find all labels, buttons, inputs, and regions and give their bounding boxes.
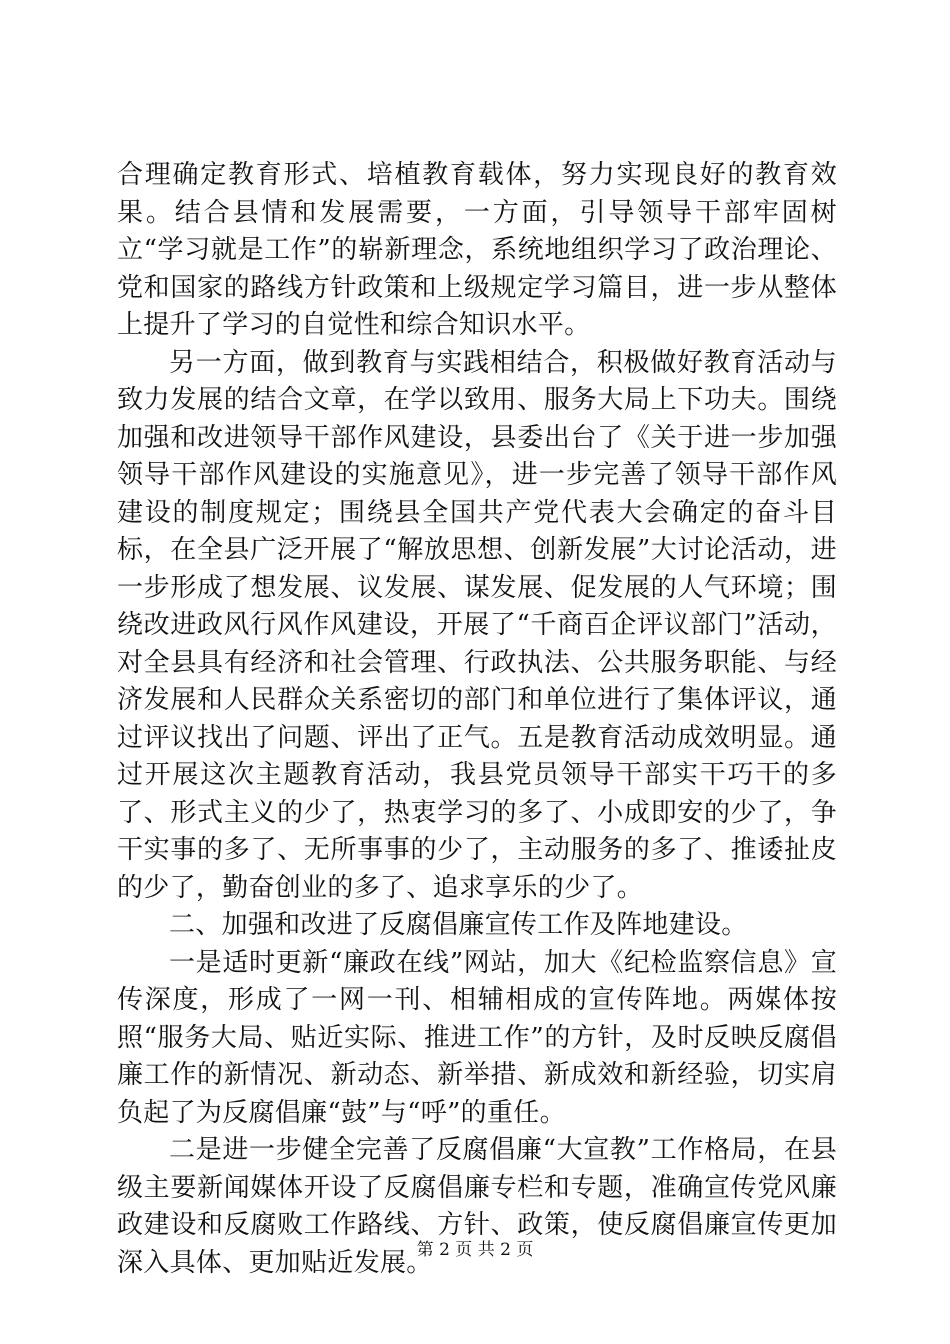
paragraph-publicity-pattern: 二是进一步健全完善了反腐倡廉“大宣教”工作格局，在县级主要新闻媒体开设了反腐倡廉专栏和专题，准确宣传党风廉政建设和反腐败工作路线、方针、政策，使反腐倡廉宣传更加深入具体、更加贴近发展。 — [117, 1135, 837, 1278]
document-body — [117, 157, 837, 1282]
paragraph-website-update: 一是适时更新“廉政在线”网站，加大《纪检监察信息》宣传深度，形成了一网一刊、相辅相成的宣传阵地。两媒体按照“服务大局、贴近实际、推进工作”的方针，及时反映反腐倡廉工作的新情况、新动态、新举措、新成效和新经验，切实肩负起了为反腐倡廉“鼓”与“呼”的重任。 — [117, 947, 837, 1128]
paragraph-education-forms: 合理确定教育形式、培植教育载体，努力实现良好的教育效果。结合县情和发展需要，一方面，引导领导干部牢固树立“学习就是工作”的崭新理念，系统地组织学习了政治理论、党和国家的路线方针政策和上级规定学习篇目，进一步从整体上提升了学习的自觉性和综合知识水平。 — [117, 160, 837, 340]
section-heading-anti-corruption-publicity: 二、加强和改进了反腐倡廉宣传工作及阵地建设。 — [169, 910, 748, 940]
page-footer: 第 2 页 共 2 页 — [416, 1240, 534, 1260]
paragraph-practice-integration: 另一方面，做到教育与实践相结合，积极做好教育活动与致力发展的结合文章，在学以致用、服务大局上下功夫。围绕加强和改进领导干部作风建设，县委出台了《关于进一步加强领导干部作风建设的实施意见》，进一步完善了领导干部作风建设的制度规定；围绕县全国共产党代表大会确定的奋斗目标，在全县广泛开展了“解放思想、创新发展”大讨论活动，进一步形成了想发展、议发展、谋发展、促发展的人气环境；围绕改进政风行风作风建设，开展了“千商百企评议部门”活动，对全县具有经济和社会管理、行政执法、公共服务职能、与经济发展和人民群众关系密切的部门和单位进行了集体评议，通过评议找出了问题、评出了正气。五是教育活动成效明显。通过开展这次主题教育活动，我县党员领导干部实干巧干的多了、形式主义的少了，热衷学习的多了、小成即安的少了，争干实事的多了、无所事事的少了，主动服务的多了、推诿扯皮的少了，勤奋创业的多了、追求享乐的少了。 — [117, 347, 837, 903]
